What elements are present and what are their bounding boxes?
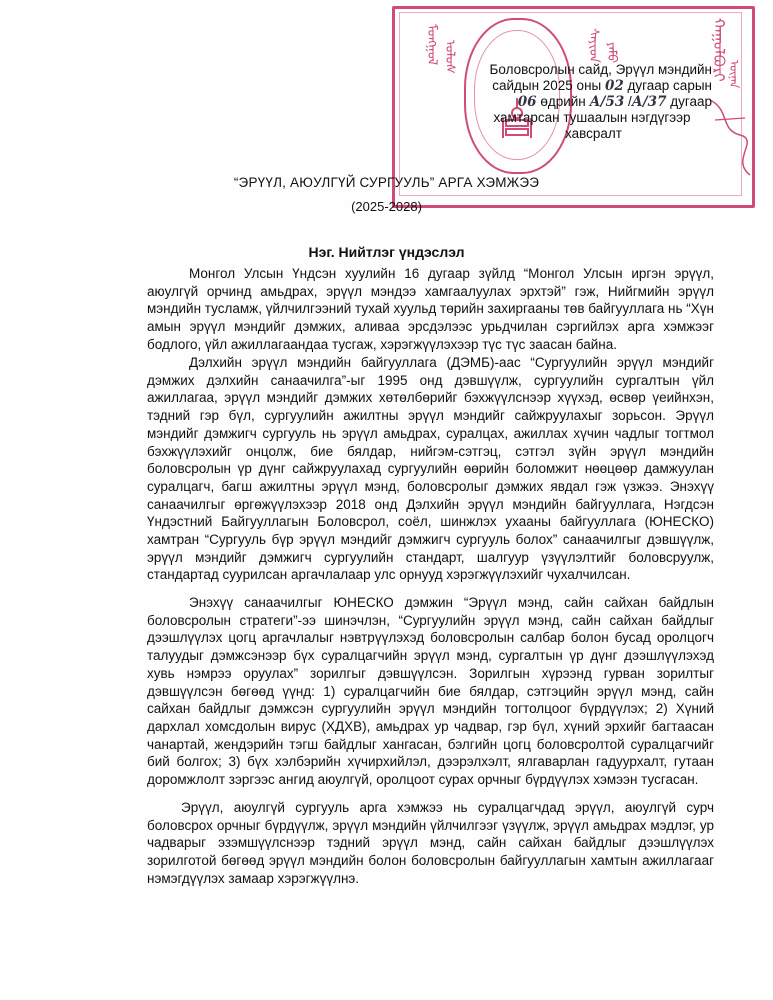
stamp-mongol-script-edge-2: ᠦᠨᠡᠨ — [727, 60, 741, 89]
section-heading: Нэг. Нийтлэг үндэслэл — [308, 244, 465, 260]
stamp-mongol-script-edge-1: ᠬᠠᠭᠤᠯᠪᠤᠷᠢ — [710, 18, 728, 82]
body-paragraph-3: Энэхүү санаачилгыг ЮНЕСКО дэмжин “Эрүүл мэнд, сайн сайхан байдлын боловсролын стратеги”-ээ шинэчлэн, “Сургуулийн эрүүл мэнд, сайн сайхан байдлыг дээшлүүлэх цогц аргачлалыг нэвтрүүлэхэд боловсролын салбар болон бусад оролцогч талуудыг дэмжсэнээр бүх суралцагчийн эрүүл мэнд, сургалтын үр дүнг дээшлүүлэхэд хувь нэмрээ оруулах” зорилгыг дэвшүүлсэн. Зорилгын хүрээнд гурван зорилтыг дэвшүүлсэн бөгөөд үүнд: 1) суралцагчийн бие бялдар, сэтгэцийн эрүүл мэнд, сайн сайхан байдлыг дэмжсэн сургуулийн эрүүл мэндийн тогтолцоог бүрдүүлэх; 2) Хүний дархлал хомсдолын вирус (ХДХВ), амьдрах ур чадвар, гэр бүл, хүний эрхийг багтаасан чанартай, жендэрийн тэгш байдлыг хангасан, бэлгийн цогц боловсролтой суралцагчийг бий болгох; 3) бүх хэлбэрийн хүчирхийлэл, дээрэлхэлт, ялгаварлан гадуурхалт, гутаан доромжлолт зэргээс ангид аюулгүй, оролцоот сурах орчныг бүрдүүлэх хэмээн тусгасан. — [147, 595, 714, 788]
annex-note-line-1: Боловсролын сайд, Эрүүл мэндийн — [489, 62, 712, 77]
annex-reference-note — [452, 62, 712, 142]
stamp-mongol-script-right-2: ᠶᠠᠮᠤ — [604, 42, 619, 64]
body-paragraph-1: Монгол Улсын Үндсэн хуулийн 16 дугаар зүйлд “Монгол Улсын иргэн эрүүл, аюулгүй орчинд амьдрах, эрүүл мэндээ хамгаалуулах эрхтэй” гэж, Нийгмийн эрүүл мэндийн тусламж, үйлчилгээний тухай хуульд төрийн захиргааны төв байгууллага нь “Хүн амын эрүүл мэндийг дэмжих, аливаа эрсдэлээс урьдчилан сэргийлэх арга хэмжээг бодлого, үйл ажиллагаандаа тусгаж, хэрэгжүүлэхээр түс түс заасан байна. — [147, 266, 714, 352]
document-title: “ЭРҮҮЛ, АЮУЛГҮЙ СУРГУУЛЬ” АРГА ХЭМЖЭЭ — [233, 175, 540, 190]
annex-note-line-5: хавсралт — [565, 126, 622, 141]
annex-note-line-3 — [452, 94, 712, 110]
annex-note-text: дугаар — [666, 94, 712, 109]
handwritten-month: 02 — [604, 78, 624, 94]
body-paragraph-4: Эрүүл, аюулгүй сургууль арга хэмжээ нь суралцагчдад эрүүл, аюулгүй сурч боловсрох орчныг бүрдүүлж, эрүүл мэндийн үйлчилгээг үзүүлж, эрүүл амьдрах мэдлэг, ур чадварыг эзэмшүүлснээр тэдний эрүүл мэнд, сайн сайхан байдлыг дээшлүүлэх зорилготой бөгөөд эрүүл мэндийн болон боловсролын байгууллагын хамтын ажиллагааг нэмэгдүүлэх замаар хэрэгжүүлнэ. — [147, 800, 714, 886]
annex-note-line-2 — [452, 78, 712, 94]
body-paragraph-2: Дэлхийн эрүүл мэндийн байгууллага (ДЭМБ)-аас “Сургуулийн эрүүл мэндийг дэмжих дэлхийн санаачилга”-ыг 1995 онд дэвшүүлж, сургуулийн сургалтын үйл ажиллагаа, эрүүл мэндийг дэмжих хөтөлбөрийг бэхжүүлснээр хүүхэд, өсвөр үеийнхэн, тэдний гэр бүл, сургуулийн ажилтны эрүүл мэндийг сайжруулахыг зорьсон. Эрүүл мэндийг дэмжигч сургууль нь эрүүл амьдрах, суралцах, ажиллах хүчин чадлыг тогтмол бэхжүүлэхийг онцолж, бие бялдар, нийгэм-сэтгэц, сэтгэл зүйн эрүүл мэндийн боловсролын үр дүнг сайжруулахад сургуулийн өөрийн боломжит нөөцөөр дамжуулан суралцагч, багш ажилтны эрүүл мэнд, боловсролыг дэмжих явдал гэж үзжээ. Энэхүү санаачилгыг өргөжүүлэхээр 2018 онд Дэлхийн эрүүл мэндийн байгууллага, Нэгдсэн Үндэстний Байгууллагын Боловсрол, соёл, шинжлэх ухааны байгууллага (ЮНЕСКО) хамтран “Сургууль бүр эрүүл мэндийг дэмжигч сургууль болох” санаачилгыг дэвшүүлж, эрүүл мэндийг дэмжигч сургуулийн стандарт, шалгуур үзүүлэлтийг боловсруулж, стандартад суурилсан аргачлалаар улс орнууд хэрэгжүүлэхийг чухалчилсан. — [147, 355, 714, 583]
stamp-mongol-script-left-1: ᠮᠣᠩᠭᠣᠯ — [424, 24, 439, 66]
handwritten-order-number-1: А/53 — [589, 94, 625, 110]
stamp-mongol-script-left-2: ᠤᠯᠤᠰ — [442, 40, 457, 74]
document-period: (2025-2028) — [351, 199, 422, 214]
handwritten-order-number-2: А/37 — [631, 94, 667, 110]
handwritten-day: 06 — [517, 94, 537, 110]
annex-note-text: сайдын 2025 оны — [492, 78, 605, 93]
annex-note-line-4: хамтарсан тушаалын нэгдүгээр — [493, 110, 691, 125]
annex-note-text: / — [624, 94, 632, 109]
annex-note-text: өдрийн — [536, 94, 590, 109]
annex-note-text: дугаар сарын — [623, 78, 712, 93]
stamp-mongol-script-right-1: ᠰᠠᠶᠢᠳ — [586, 28, 601, 63]
